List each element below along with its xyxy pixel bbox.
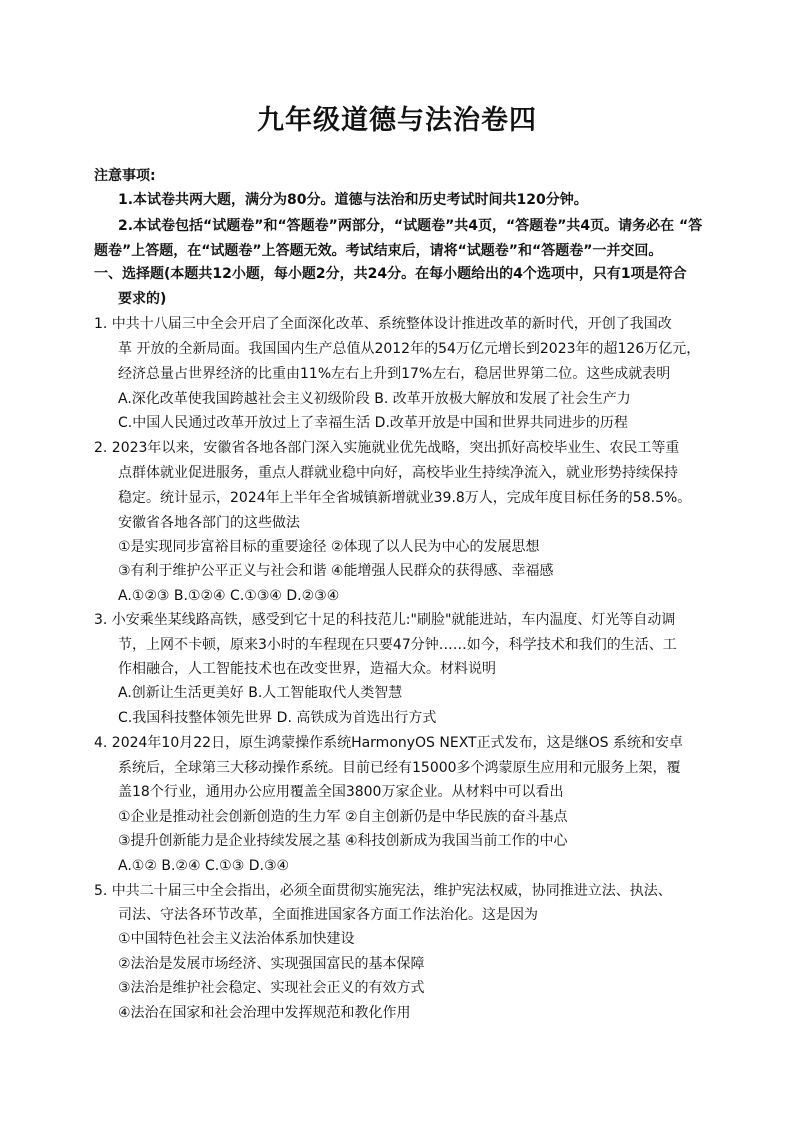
question-options-line: ③提升创新能力是企业持续发展之基 ④科技创新成为我国当前工作的中心 <box>118 833 568 849</box>
question-options-line: A.深化改革使我国跨越社会主义初级阶段 B. 改革开放极大解放和发展了社会生产力 <box>118 391 631 407</box>
notice-heading: 注意事项: <box>94 168 156 184</box>
question-options-line: ③有利于维护公平正义与社会和谐 ④能增强人民群众的获得感、幸福感 <box>118 563 554 579</box>
question-options-line: C.中国人民通过改革开放过上了幸福生活 D.改革开放是中国和世界共同进步的历程 <box>118 415 628 431</box>
page-title: 九年级道德与法治卷四 <box>257 105 537 136</box>
notice-item-2-line-2: 题卷”上答题，在“试题卷”上答题无效。考试结束后，请将“试题卷”和“答题卷”一并交回。 <box>94 243 663 259</box>
question-text-line: 2. 2023年以来，安徽省各地各部门深入实施就业优先战略，突出抓好高校毕业生、农民工等重 <box>94 440 680 456</box>
question-options-line: ②法治是发展市场经济、实现强国富民的基本保障 <box>118 956 425 972</box>
question-options-line: ③法治是维护社会稳定、实现社会正义的有效方式 <box>118 980 425 996</box>
notice-item-1: 1.本试卷共两大题，满分为80分。道德与法治和历史考试时间共120分钟。 <box>118 192 588 208</box>
question-text-line: 4. 2024年10月22日，原生鸿蒙操作系统HarmonyOS NEXT正式发布，这是继OS 系统和安卓 <box>94 735 683 751</box>
question-text-line: 革 开放的全新局面。我国国内生产总值从2012年的54万亿元增长到2023年的超126万亿元， <box>118 341 701 357</box>
question-options-line: C.我国科技整体领先世界 D. 高铁成为首选出行方式 <box>118 710 437 726</box>
question-text-line: 作相融合，人工智能技术也在改变世界，造福大众。材料说明 <box>118 661 496 677</box>
question-text-line: 1. 中共十八届三中全会开启了全面深化改革、系统整体设计推进改革的新时代，开创了我国改 <box>94 316 672 332</box>
question-text-line: 节，上网不卡顿，原来3小时的车程现在只要47分钟……如今，科学技术和我们的生活、工 <box>118 637 677 653</box>
question-options-line: ①是实现同步富裕目标的重要途径 ②体现了以人民为中心的发展思想 <box>118 539 540 555</box>
question-text-line: 盖18个行业，通用办公应用覆盖全国3800万家企业。从材料中可以看出 <box>118 784 564 800</box>
question-options-line: ④法治在国家和社会治理中发挥规范和教化作用 <box>118 1005 411 1021</box>
notice-item-2-line-1: 2.本试卷包括“试题卷”和“答题卷”两部分，“试题卷”共4页，“答题卷”共4页。请务必在 “答 <box>118 218 703 234</box>
question-text-line: 稳定。统计显示，2024年上半年全省城镇新增就业39.8万人，完成年度目标任务的58.5%。 <box>118 490 692 506</box>
question-text-line: 系统后，全球第三大移动操作系统。目前已经有15000多个鸿蒙原生应用和元服务上架，覆 <box>118 760 681 776</box>
question-text-line: 3. 小安乘坐某线路高铁，感受到它十足的科技范儿:"刷脸"就能进站，车内温度、灯光等自动调 <box>94 612 676 628</box>
section-1-heading-cont: 要求的) <box>118 291 167 307</box>
section-1-heading: 一、选择题(本题共12小题，每小题2分，共24分。在每小题给出的4个选项中，只有1项是符合 <box>94 266 687 282</box>
question-options-line: A.①② B.②④ C.①③ D.③④ <box>118 858 290 874</box>
question-options-line: A.创新让生活更美好 B.人工智能取代人类智慧 <box>118 685 403 701</box>
question-options-line: A.①②③ B.①②④ C.①③④ D.②③④ <box>118 588 340 604</box>
question-options-line: ①企业是推动社会创新创造的生力军 ②自主创新仍是中华民族的奋斗基点 <box>118 809 568 825</box>
question-text-line: 经济总量占世界经济的比重由11%左右上升到17%左右，稳居世界第二位。这些成就表明 <box>118 366 671 382</box>
question-text-line: 司法、守法各环节改革，全面推进国家各方面工作法治化。这是因为 <box>118 907 538 923</box>
question-text-line: 点群体就业促进服务，重点人群就业稳中向好，高校毕业生持续净流入，就业形势持续保持 <box>118 465 678 481</box>
question-text-line: 安徽省各地各部门的这些做法 <box>118 515 300 531</box>
question-options-line: ①中国特色社会主义法治体系加快建设 <box>118 931 355 947</box>
question-text-line: 5. 中共二十届三中全会指出，必须全面贯彻实施宪法，维护宪法权威，协同推进立法、执法、 <box>94 883 672 899</box>
